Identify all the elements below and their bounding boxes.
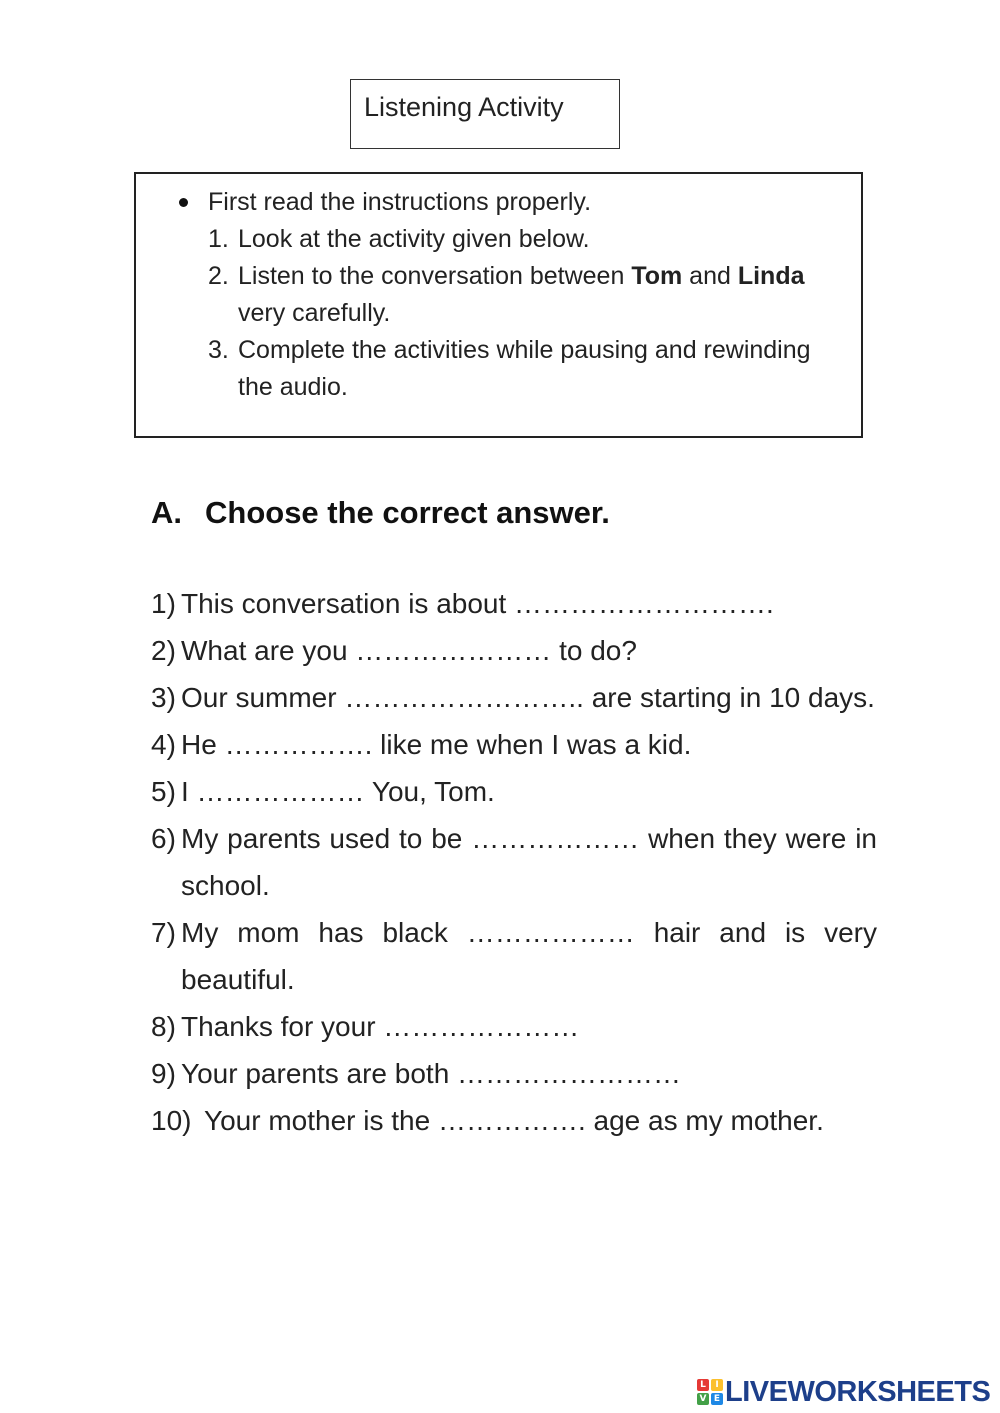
liveworksheets-logo [697,1377,990,1407]
instruction-step [208,332,828,406]
section-heading [151,495,610,531]
section-title: Choose the correct answer. [205,495,610,530]
logo-squares-icon [697,1379,723,1405]
question-item [151,768,877,815]
question-number: 1) [151,588,176,619]
question-text: My mom has black ……………… hair and is very beautiful. [181,917,877,995]
instruction-text-part: and [682,262,738,290]
question-text: Our summer …………………….. are starting in 10 days. [181,682,875,713]
question-number: 7) [151,917,176,948]
logo-square: E [711,1393,723,1405]
logo-text: LIVEWORKSHEETS [725,1375,991,1408]
question-text: He ……………. like me when I was a kid. [181,729,692,760]
name-emphasis: Linda [737,262,805,290]
instruction-step-text [238,336,811,401]
question-number: 4) [151,729,176,760]
question-text: What are you ………………… to do? [181,635,637,666]
instruction-step [208,258,828,332]
logo-square: I [711,1379,723,1391]
instruction-bullet-text: First read the instructions properly. [208,188,592,216]
instruction-step [208,221,828,258]
question-number: 2) [151,635,176,666]
question-text: I ……………… You, Tom. [181,776,495,807]
logo-square: L [697,1379,709,1391]
question-list [151,580,877,1144]
question-item [151,815,877,909]
question-number: 6) [151,823,176,854]
question-item [151,580,877,627]
question-number: 9) [151,1058,176,1089]
instruction-step-number: 3. [208,336,229,364]
logo-square: V [697,1393,709,1405]
question-number: 10) [151,1105,192,1136]
section-letter: A. [151,495,182,530]
name-emphasis: Tom [631,262,683,290]
question-item [151,721,877,768]
question-item [151,674,877,721]
question-item [151,1003,877,1050]
question-text: This conversation is about ………………………. [181,588,774,619]
instruction-step-text [238,225,590,253]
instruction-text-part: Look at the activity given below. [238,225,590,253]
question-item [151,909,877,1003]
question-number: 8) [151,1011,176,1042]
instructions-box [134,172,863,438]
page-title: Listening Activity [364,92,564,122]
question-text: Thanks for your ………………… [181,1011,580,1042]
instruction-text-part: Complete the activities while pausing and rewinding the audio. [238,336,811,401]
question-item [151,627,877,674]
instruction-steps [208,221,828,406]
title-box [350,79,620,149]
instruction-step-number: 2. [208,262,229,290]
question-text: Your mother is the ……………. age as my mother. [204,1105,824,1136]
bullet-icon [179,198,188,207]
question-item [151,1050,877,1097]
question-number: 3) [151,682,176,713]
question-text: My parents used to be ……………… when they were in school. [181,823,877,901]
question-text: Your parents are both …………………… [181,1058,682,1089]
instruction-step-text [238,262,805,327]
question-item [151,1097,877,1144]
question-number: 5) [151,776,176,807]
instruction-step-number: 1. [208,225,229,253]
instruction-text-part: Listen to the conversation between [238,262,632,290]
instruction-text-part: very carefully. [238,299,391,327]
